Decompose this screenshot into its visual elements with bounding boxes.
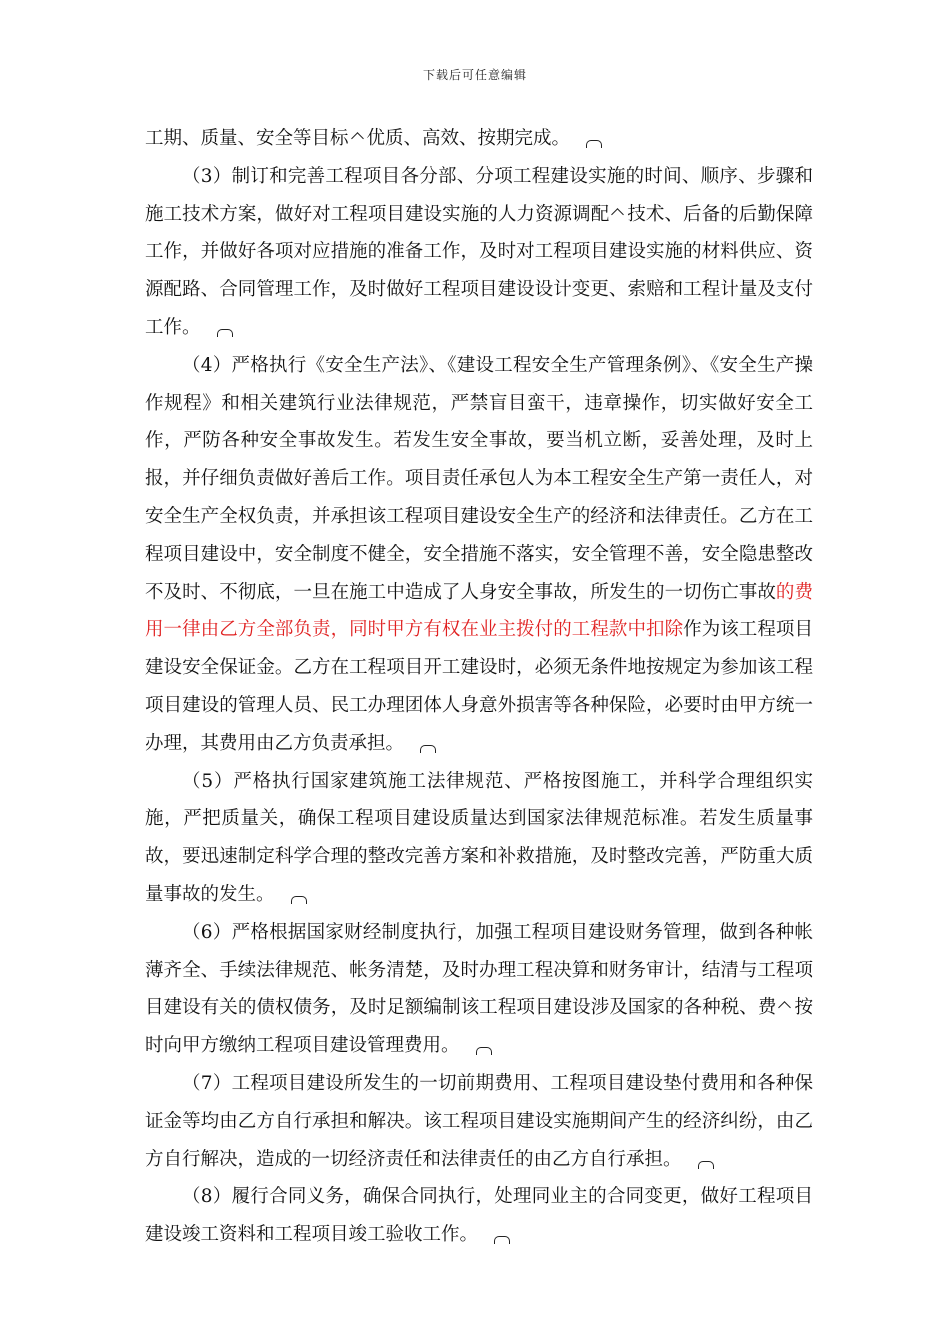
paragraph-mark-icon — [476, 1047, 492, 1055]
insert-caret-icon — [779, 1001, 792, 1014]
highlighted-red-text: 的费用一律由乙方全部负责，同时甲方有权在业主拨付的工程款中扣除 — [145, 581, 813, 641]
document-body — [145, 120, 813, 1254]
paragraph-mark-icon — [217, 329, 233, 337]
paragraph-text: （7）工程项目建设所发生的一切前期费用、工程项目建设垫付费用和各种保证金等均由乙方自行承担和解决。该工程项目建设实施期间产生的经济纠纷，由乙方自行解决，造成的一切经济责任和法律责任的由乙方自行承担。 — [145, 1072, 813, 1170]
paragraph-7 — [145, 1065, 813, 1178]
paragraph-6 — [145, 914, 813, 1065]
paragraph-mark-icon — [698, 1161, 714, 1169]
insert-caret-icon — [351, 132, 364, 145]
paragraph-text: 优质、高效、按期完成。 — [366, 128, 571, 149]
paragraph-8 — [145, 1178, 813, 1254]
paragraph-4 — [145, 347, 813, 763]
paragraph-mark-icon — [586, 140, 602, 148]
page-header: 下载后可任意编辑 — [422, 68, 527, 82]
paragraph-continued — [145, 120, 813, 158]
paragraph-mark-icon — [494, 1236, 510, 1244]
paragraph-text: 工期、质量、安全等目标 — [145, 128, 349, 149]
paragraph-text: （8）履行合同义务，确保合同执行，处理同业主的合同变更，做好工程项目建设竣工资料和工程项目竣工验收工作。 — [145, 1186, 813, 1246]
insert-caret-icon — [611, 208, 624, 221]
paragraph-text: （6）严格根据国家财经制度执行，加强工程项目建设财务管理，做到各种帐薄齐全、手续法律规范、帐务清楚，及时办理工程决算和财务审计，结清与工程项目建设有关的债权债务，及时足额编制该工程项目建设涉及国家的各种税、费 — [145, 921, 813, 1019]
paragraph-text: 技术、后备的后勤保障工作，并做好各项对应措施的准备工作，及时对工程项目建设实施的材料供应、资源配路、合同管理工作，及时做好工程项目建设设计变更、索赔和工程计量及支付工作。 — [145, 203, 813, 338]
paragraph-mark-icon — [420, 745, 436, 753]
paragraph-5 — [145, 763, 813, 914]
paragraph-3 — [145, 158, 813, 347]
paragraph-text: 作为该工程项目建设安全保证金。乙方在工程项目开工建设时，必须无条件地按规定为参加该工程项目建设的管理人员、民工办理团体人身意外损害等各种保险，必要时由甲方统一办理，其费用由乙方负责承担。 — [145, 619, 813, 754]
paragraph-text: （4）严格执行《安全生产法》、《建设工程安全生产管理条例》、《安全生产操作规程》和相关建筑行业法律规范，严禁盲目蛮干，违章操作，切实做好安全工作，严防各种安全事故发生。若发生安全事故，要当机立断，妥善处理，及时上报，并仔细负责做好善后工作。项目责任承包人为本工程安全生产第一责任人，对安全生产全权负责，并承担该工程项目建设安全生产的经济和法律责任。乙方在工程项目建设中，安全制度不健全，安全措施不落实，安全管理不善，安全隐患整改不及时、不彻底，一旦在施工中造成了人身安全事故，所发生的一切伤亡事故 — [145, 354, 813, 603]
paragraph-text: （5）严格执行国家建筑施工法律规范、严格按图施工，并科学合理组织实施，严把质量关，确保工程项目建设质量达到国家法律规范标准。若发生质量事故，要迅速制定科学合理的整改完善方案和补救措施，及时整改完善，严防重大质量事故的发生。 — [145, 770, 813, 905]
paragraph-text: 按时向甲方缴纳工程项目建设管理费用。 — [145, 997, 813, 1057]
paragraph-mark-icon — [291, 896, 307, 904]
paragraph-text: （3）制订和完善工程项目各分部、分项工程建设实施的时间、顺序、步骤和施工技术方案，做好对工程项目建设实施的人力资源调配 — [145, 165, 813, 225]
